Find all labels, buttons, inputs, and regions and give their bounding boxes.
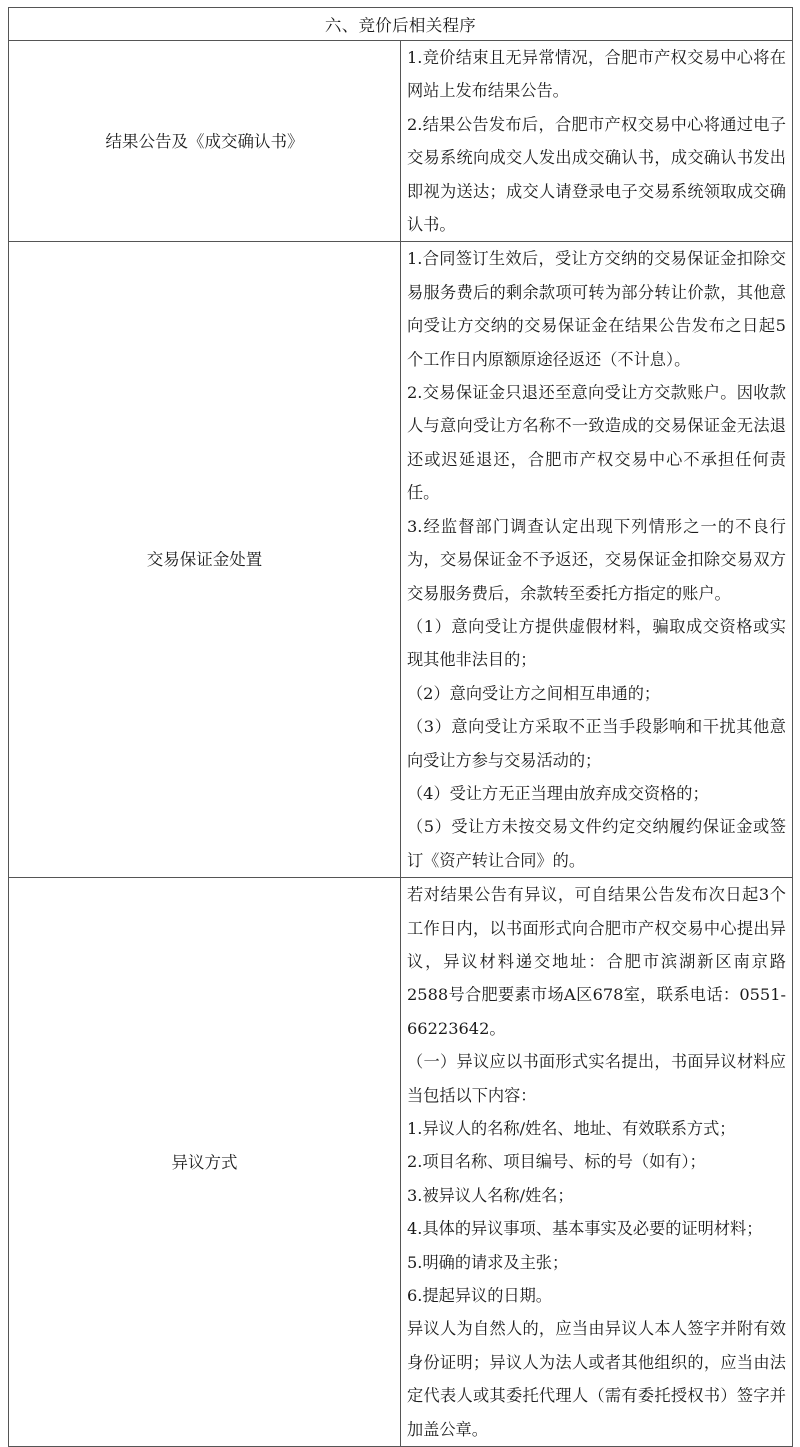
paragraph: 6.提起异议的日期。: [407, 1286, 552, 1306]
row-label: 交易保证金处置: [9, 242, 401, 878]
paragraph: （一）异议应以书面形式实名提出，书面异议材料应当包括以下内容：: [407, 1052, 786, 1105]
paragraph: 1.竞价结束且无异常情况，合肥市产权交易中心将在网站上发布结果公告。: [407, 48, 786, 101]
paragraph: 若对结果公告有异议，可自结果公告发布次日起3个工作日内，以书面形式向合肥市产权交易中心提出异议，异议材料递交地址：合肥市滨湖新区南京路2588号合肥要素市场A区678室，联系电话：0551-66223642。: [407, 885, 786, 1038]
row-label: 异议方式: [9, 878, 401, 1447]
paragraph: （3）意向受让方采取不正当手段影响和干扰其他意向受让方参与交易活动的；: [407, 717, 786, 770]
row-content: [401, 878, 793, 1447]
row-label: 结果公告及《成交确认书》: [9, 41, 401, 242]
paragraph: 4.具体的异议事项、基本事实及必要的证明材料；: [407, 1219, 763, 1239]
paragraph: 1.合同签订生效后，受让方交纳的交易保证金扣除交易服务费后的剩余款项可转为部分转让价款，其他意向受让方交纳的交易保证金在结果公告发布之日起5个工作日内原额原途径返还（不计息）。: [407, 249, 786, 369]
paragraph: 3.经监督部门调查认定出现下列情形之一的不良行为，交易保证金不予返还，交易保证金扣除交易双方交易服务费后，余款转至委托方指定的账户。: [407, 516, 786, 603]
paragraph: 5.明确的请求及主张；: [407, 1252, 569, 1272]
paragraph: 2.结果公告发布后，合肥市产权交易中心将通过电子交易系统向成交人发出成交确认书，成交确认书发出即视为送达；成交人请登录电子交易系统领取成交确认书。: [407, 114, 786, 235]
paragraph: （5）受让方未按交易文件约定交纳履约保证金或签订《资产转让合同》的。: [407, 817, 786, 870]
paragraph: 2.交易保证金只退还至意向受让方交款账户。因收款人与意向受让方名称不一致造成的交易保证金无法退还或迟延退还，合肥市产权交易中心不承担任何责任。: [407, 383, 786, 503]
table-row-deposit-handling: [9, 242, 793, 878]
table-row-objection-method: [9, 878, 793, 1447]
paragraph: 异议人为自然人的，应当由异议人本人签字并附有效身份证明；异议人为法人或者其他组织的，应当由法定代表人或其委托代理人（需有委托授权书）签字并加盖公章。: [407, 1319, 786, 1439]
row-content: [401, 41, 793, 242]
paragraph: （2）意向受让方之间相互串通的；: [407, 683, 661, 703]
paragraph: （1）意向受让方提供虚假材料，骗取成交资格或实现其他非法目的；: [407, 616, 786, 670]
paragraph: 3.被异议人名称/姓名；: [407, 1185, 574, 1205]
procedure-table: [8, 7, 793, 1447]
row-content: [401, 242, 793, 878]
section-title: 六、竞价后相关程序: [9, 8, 793, 41]
paragraph: 2.项目名称、项目编号、标的号（如有）；: [407, 1152, 706, 1172]
paragraph: （4）受让方无正当理由放弃成交资格的；: [407, 783, 709, 803]
table-header-row: [9, 8, 793, 41]
table-row-result-announcement: [9, 41, 793, 242]
paragraph: 1.异议人的名称/姓名、地址、有效联系方式；: [407, 1119, 736, 1138]
